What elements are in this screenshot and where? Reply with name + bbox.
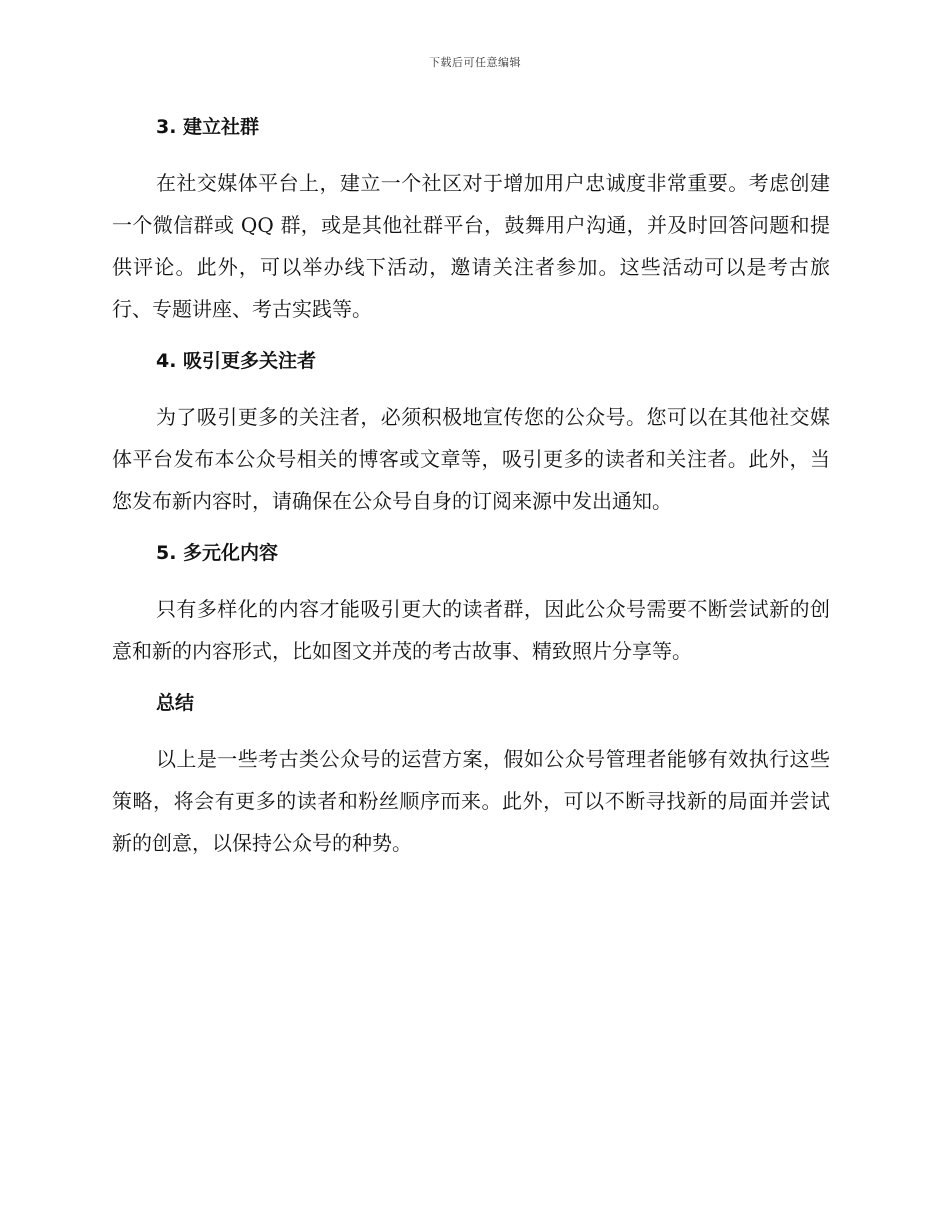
section-heading: 总结: [156, 692, 195, 714]
section-summary: [112, 688, 830, 864]
section-heading: 5. 多元化内容: [156, 542, 279, 564]
section-paragraph: 以上是一些考古类公众号的运营方案，假如公众号管理者能够有效执行这些策略，将会有更多的读者和粉丝顺序而来。此外，可以不断寻找新的局面并尝试新的创意，以保持公众号的种势。: [112, 747, 830, 855]
section-paragraph: 在社交媒体平台上，建立一个社区对于增加用户忠诚度非常重要。考虑创建一个微信群或 QQ 群，或是其他社群平台，鼓舞用户沟通，并及时回答问题和提供评论。此外，可以举办线下活动，邀请关注者参加。这些活动可以是考古旅行、专题讲座、考古实践等。: [112, 171, 830, 321]
section-attract-followers: [112, 346, 830, 522]
section-paragraph: 只有多样化的内容才能吸引更大的读者群，因此公众号需要不断尝试新的创意和新的内容形式，比如图文并茂的考古故事、精致照片分享等。: [112, 597, 830, 663]
section-diverse-content: [112, 538, 830, 672]
section-paragraph: 为了吸引更多的关注者，必须积极地宣传您的公众号。您可以在其他社交媒体平台发布本公众号相关的博客或文章等，吸引更多的读者和关注者。此外，当您发布新内容时，请确保在公众号自身的订阅来源中发出通知。: [112, 405, 830, 513]
document-body: [112, 112, 830, 880]
section-heading: 3. 建立社群: [156, 116, 260, 138]
header-note: 下载后可任意编辑: [429, 56, 521, 69]
section-heading: 4. 吸引更多关注者: [156, 350, 317, 372]
section-build-community: [112, 112, 830, 330]
